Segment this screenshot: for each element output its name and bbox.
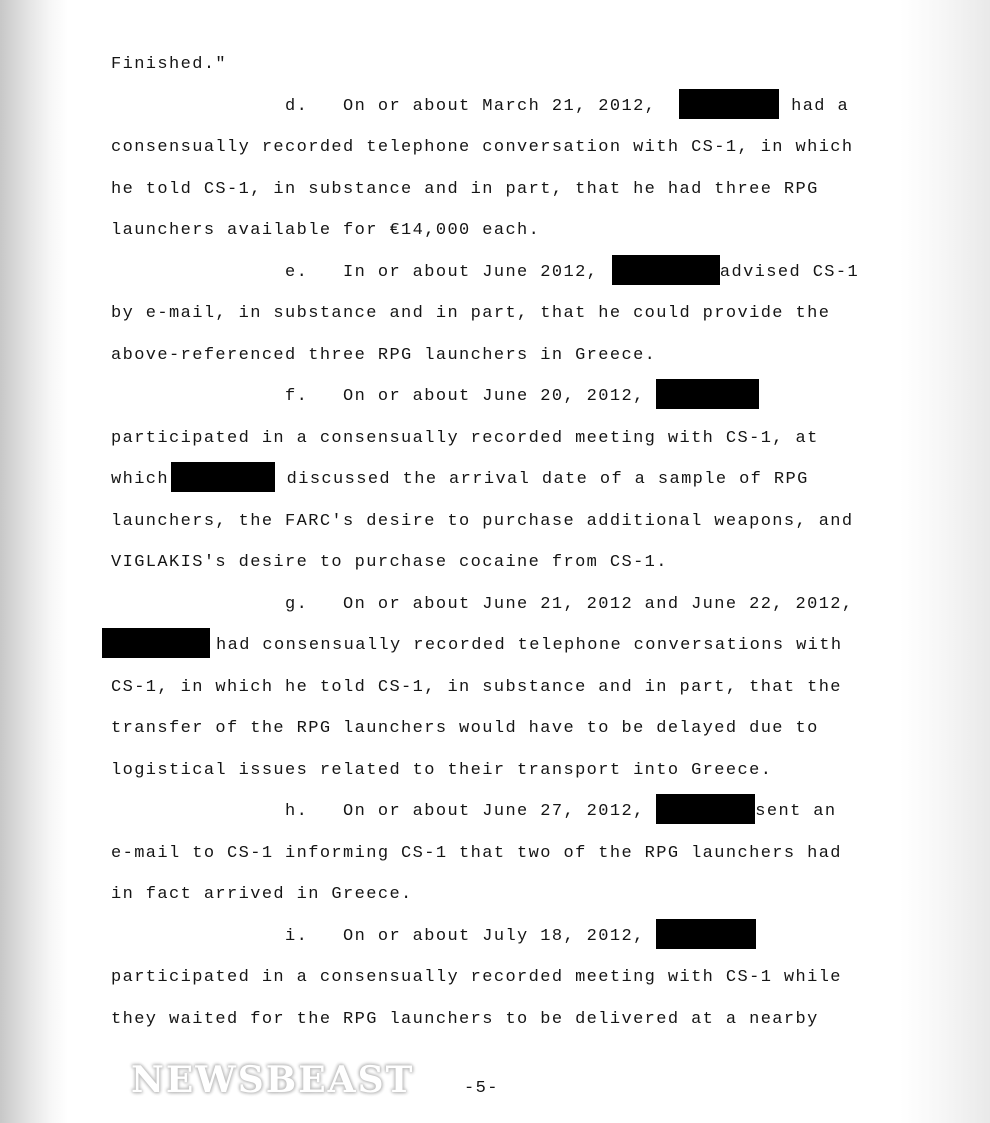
scan-shadow-left (0, 0, 68, 1123)
text-run: Finished." (111, 55, 228, 74)
document-line (111, 293, 971, 335)
document-line (111, 418, 971, 460)
text-run: launchers available for €14,000 each. (111, 221, 541, 240)
redaction-box (102, 628, 210, 658)
document-line (111, 127, 971, 169)
redaction-box (656, 379, 759, 409)
text-run: in fact arrived in Greece. (111, 885, 413, 904)
document-line (111, 335, 971, 377)
text-run: g. On or about June 21, 2012 and June 22, 2012, (111, 594, 854, 614)
text-run: by e-mail, in substance and in part, that he could provide the (111, 304, 831, 323)
document-line (111, 252, 971, 294)
text-run: logistical issues related to their transport into Greece. (111, 760, 773, 780)
document-line (111, 86, 971, 128)
text-run: above-referenced three RPG launchers in Greece. (111, 345, 657, 365)
text-run: advised CS-1 (719, 262, 860, 282)
document-line (111, 667, 971, 709)
text-run: had consensually recorded telephone conversations with (216, 636, 843, 655)
redaction-box (656, 794, 755, 824)
text-run: e. In or about June 2012, (111, 262, 610, 282)
text-run: participated in a consensually recorded meeting with CS-1, at (111, 428, 819, 448)
document-line (111, 874, 971, 916)
text-run: sent an (755, 802, 837, 821)
text-run: h. On or about June 27, 2012, (111, 802, 657, 821)
document-line (111, 999, 971, 1041)
document-line (111, 376, 971, 418)
text-run: VIGLAKIS's desire to purchase cocaine from CS-1. (111, 553, 668, 572)
document-line (111, 791, 971, 833)
document-line (111, 708, 971, 750)
document-line (111, 750, 971, 792)
redaction-box (171, 462, 275, 492)
document-line (111, 169, 971, 211)
text-run: CS-1, in which he told CS-1, in substance and in part, that the (111, 677, 842, 697)
text-run: i. On or about July 18, 2012, (111, 926, 657, 946)
text-run: had a (779, 96, 850, 116)
document-line (111, 584, 971, 626)
text-run: which (111, 470, 170, 489)
text-run: launchers, the FARC's desire to purchase additional weapons, and (111, 511, 854, 531)
document-line (111, 459, 971, 501)
text-run: d. On or about March 21, 2012, (111, 96, 680, 116)
document-line (111, 957, 971, 999)
document-line (111, 44, 971, 86)
document-line (111, 625, 971, 667)
document-text (111, 44, 971, 1040)
text-run: participated in a consensually recorded meeting with CS-1 while (111, 968, 842, 987)
newsbeast-watermark: NEWSBEAST (131, 1059, 415, 1101)
redaction-box (679, 89, 779, 119)
text-run: discussed the arrival date of a sample of RPG (275, 470, 809, 489)
document-line (111, 542, 971, 584)
text-run: they waited for the RPG launchers to be delivered at a nearby (111, 1009, 819, 1029)
text-run: transfer of the RPG launchers would have to be delayed due to (111, 719, 819, 738)
text-run: consensually recorded telephone conversation with CS-1, in which (111, 138, 854, 157)
page-number: -5- (464, 1079, 499, 1098)
document-line (111, 833, 971, 875)
redaction-box (656, 919, 756, 949)
redaction-box (612, 255, 720, 285)
document-line (111, 501, 971, 543)
text-run: he told CS-1, in substance and in part, that he had three RPG (111, 179, 819, 199)
text-run: f. On or about June 20, 2012, (111, 387, 657, 406)
document-line (111, 210, 971, 252)
text-run: e-mail to CS-1 informing CS-1 that two of the RPG launchers had (111, 843, 842, 863)
document-line (111, 916, 971, 958)
